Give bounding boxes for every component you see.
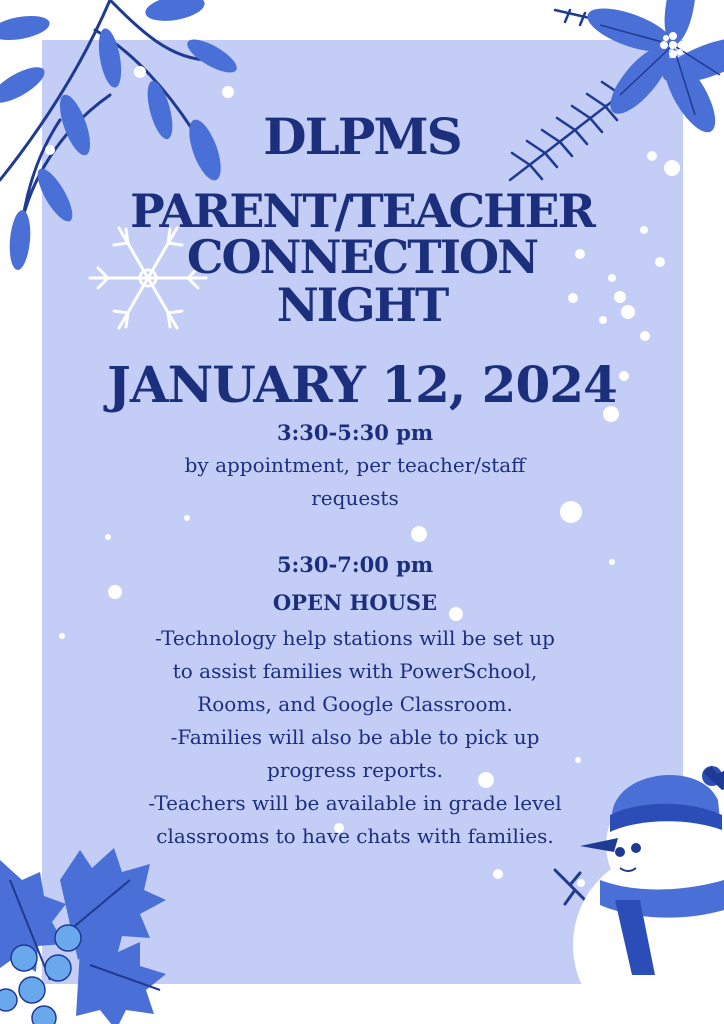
detail-line: -Families will also be able to pick up xyxy=(170,725,540,749)
session1-description xyxy=(100,449,610,515)
detail-line: to assist families with PowerSchool, xyxy=(172,659,538,683)
detail-line: classrooms to have chats with families. xyxy=(156,824,554,848)
event-title-line2: CONNECTION xyxy=(186,230,538,284)
event-date: JANUARY 12, 2024 xyxy=(107,355,617,414)
school-name: DLPMS xyxy=(263,107,461,166)
detail-line: -Teachers will be available in grade level xyxy=(148,791,562,815)
session2-time: 5:30-7:00 pm xyxy=(276,552,434,577)
session1-time: 3:30-5:30 pm xyxy=(276,420,434,445)
session1-line2: requests xyxy=(311,486,399,510)
session2-title: OPEN HOUSE xyxy=(272,590,438,615)
session1-line1: by appointment, per teacher/staff xyxy=(184,453,526,477)
open-house-details xyxy=(90,622,620,853)
event-title-line1: PARENT/TEACHER xyxy=(130,184,594,238)
detail-line: -Technology help stations will be set up xyxy=(155,626,555,650)
detail-line: progress reports. xyxy=(267,758,443,782)
event-title-line3: NIGHT xyxy=(276,278,448,332)
detail-line: Rooms, and Google Classroom. xyxy=(197,692,513,716)
